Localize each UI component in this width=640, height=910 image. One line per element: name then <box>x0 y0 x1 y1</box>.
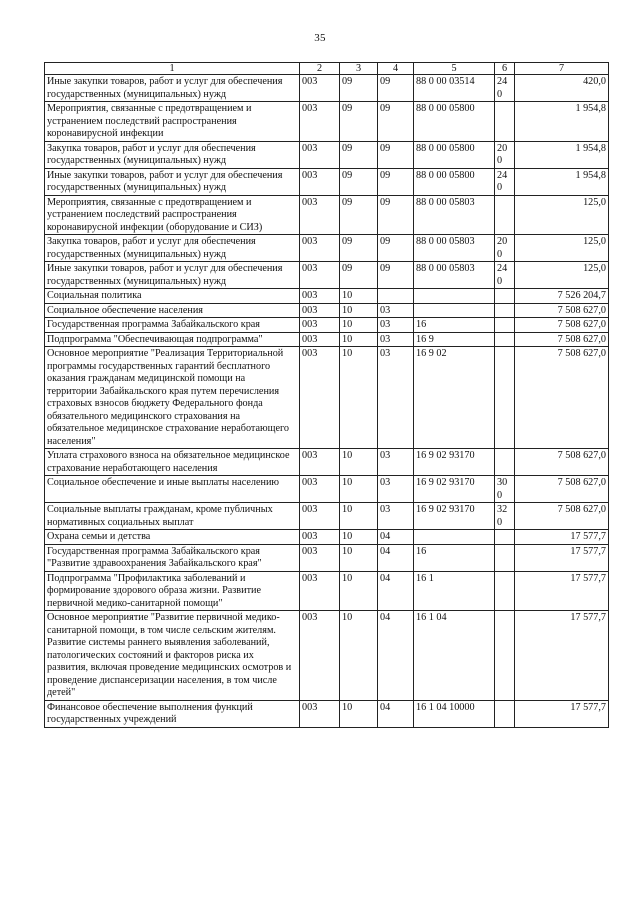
row-name: Социальное обеспечение населения <box>45 303 300 318</box>
expense-type-code <box>495 611 515 701</box>
section-code: 10 <box>340 318 378 333</box>
target-article-code: 88 0 00 05803 <box>414 195 495 235</box>
subsection-code: 04 <box>378 700 414 727</box>
admin-code: 003 <box>300 332 340 347</box>
expense-type-code <box>495 303 515 318</box>
section-code: 10 <box>340 503 378 530</box>
subsection-code: 03 <box>378 347 414 449</box>
section-code: 10 <box>340 289 378 304</box>
target-article-code: 16 9 02 <box>414 347 495 449</box>
target-article-code: 88 0 00 05800 <box>414 141 495 168</box>
target-article-code: 16 <box>414 544 495 571</box>
target-article-code: 16 9 02 93170 <box>414 503 495 530</box>
admin-code: 003 <box>300 102 340 142</box>
table-row <box>45 303 609 318</box>
expense-type-code <box>495 347 515 449</box>
section-code: 09 <box>340 102 378 142</box>
row-name: Социальные выплаты гражданам, кроме публичных нормативных социальных выплат <box>45 503 300 530</box>
row-name: Охрана семьи и детства <box>45 530 300 545</box>
admin-code: 003 <box>300 571 340 611</box>
amount: 1 954,8 <box>515 141 609 168</box>
section-code: 10 <box>340 700 378 727</box>
amount: 17 577,7 <box>515 571 609 611</box>
row-name: Подпрограмма "Профилактика заболеваний и формирование здорового образа жизни. Развитие первичной медико-санитарной помощи" <box>45 571 300 611</box>
expense-type-code <box>495 289 515 304</box>
section-code: 09 <box>340 235 378 262</box>
table-row <box>45 449 609 476</box>
subsection-code: 04 <box>378 571 414 611</box>
admin-code: 003 <box>300 168 340 195</box>
admin-code: 003 <box>300 235 340 262</box>
target-article-code: 16 1 04 <box>414 611 495 701</box>
amount: 17 577,7 <box>515 530 609 545</box>
amount: 7 508 627,0 <box>515 347 609 449</box>
row-name: Социальное обеспечение и иные выплаты населению <box>45 476 300 503</box>
expense-type-code: 240 <box>495 75 515 102</box>
admin-code: 003 <box>300 503 340 530</box>
amount: 7 508 627,0 <box>515 332 609 347</box>
page-number: 35 <box>314 32 326 44</box>
row-name: Мероприятия, связанные с предотвращением и устранением последствий распространения коронавирусной инфекции (оборудование и СИЗ) <box>45 195 300 235</box>
target-article-code: 16 9 02 93170 <box>414 476 495 503</box>
amount: 7 526 204,7 <box>515 289 609 304</box>
amount: 17 577,7 <box>515 544 609 571</box>
subsection-code: 04 <box>378 611 414 701</box>
subsection-code: 03 <box>378 318 414 333</box>
amount: 17 577,7 <box>515 611 609 701</box>
admin-code: 003 <box>300 449 340 476</box>
section-code: 10 <box>340 476 378 503</box>
amount: 1 954,8 <box>515 102 609 142</box>
row-name: Государственная программа Забайкальского края <box>45 318 300 333</box>
admin-code: 003 <box>300 195 340 235</box>
subsection-code: 04 <box>378 530 414 545</box>
section-code: 10 <box>340 544 378 571</box>
amount: 125,0 <box>515 195 609 235</box>
row-name: Иные закупки товаров, работ и услуг для обеспечения государственных (муниципальных) нужд <box>45 75 300 102</box>
section-code: 09 <box>340 195 378 235</box>
section-code: 10 <box>340 303 378 318</box>
table-row <box>45 262 609 289</box>
column-header: 4 <box>378 63 414 75</box>
expense-type-code <box>495 102 515 142</box>
admin-code: 003 <box>300 318 340 333</box>
expense-type-code: 200 <box>495 141 515 168</box>
admin-code: 003 <box>300 611 340 701</box>
budget-table <box>44 62 609 728</box>
table-row <box>45 571 609 611</box>
row-name: Основное мероприятие "Реализация Территориальной программы государственных гарантий бесплатного оказания гражданам медицинской помощи на территории Забайкальского края путем перечисления страховых взносов бюджету Федерального фонда обязательного медицинского страхования на обязательное медицинское страхование неработающего населения" <box>45 347 300 449</box>
expense-type-code <box>495 544 515 571</box>
table-row <box>45 141 609 168</box>
section-code: 09 <box>340 141 378 168</box>
row-name: Основное мероприятие "Развитие первичной медико-санитарной помощи, в том числе сельским жителям. Развитие системы раннего выявления заболеваний, патологических состояний и факторов риска их развития, включая проведение медицинских осмотров и проведение диспансеризации населения, в том числе детей" <box>45 611 300 701</box>
admin-code: 003 <box>300 347 340 449</box>
amount: 420,0 <box>515 75 609 102</box>
expense-type-code: 320 <box>495 503 515 530</box>
row-name: Государственная программа Забайкальского края "Развитие здравоохранения Забайкальского края" <box>45 544 300 571</box>
amount: 7 508 627,0 <box>515 318 609 333</box>
expense-type-code: 200 <box>495 235 515 262</box>
table-row <box>45 611 609 701</box>
column-header: 6 <box>495 63 515 75</box>
admin-code: 003 <box>300 544 340 571</box>
target-article-code: 88 0 00 05803 <box>414 235 495 262</box>
amount: 1 954,8 <box>515 168 609 195</box>
target-article-code <box>414 303 495 318</box>
section-code: 10 <box>340 449 378 476</box>
table-row <box>45 289 609 304</box>
subsection-code: 09 <box>378 168 414 195</box>
expense-type-code: 240 <box>495 168 515 195</box>
target-article-code: 16 1 04 10000 <box>414 700 495 727</box>
target-article-code <box>414 530 495 545</box>
admin-code: 003 <box>300 262 340 289</box>
section-code: 09 <box>340 262 378 289</box>
expense-type-code <box>495 571 515 611</box>
subsection-code: 09 <box>378 235 414 262</box>
row-name: Закупка товаров, работ и услуг для обеспечения государственных (муниципальных) нужд <box>45 141 300 168</box>
table-row <box>45 102 609 142</box>
row-name: Социальная политика <box>45 289 300 304</box>
amount: 125,0 <box>515 262 609 289</box>
column-header: 1 <box>45 63 300 75</box>
target-article-code: 88 0 00 05803 <box>414 262 495 289</box>
admin-code: 003 <box>300 700 340 727</box>
admin-code: 003 <box>300 75 340 102</box>
table-row <box>45 235 609 262</box>
subsection-code: 09 <box>378 75 414 102</box>
expense-type-code: 300 <box>495 476 515 503</box>
table-row <box>45 476 609 503</box>
row-name: Мероприятия, связанные с предотвращением и устранением последствий распространения коронавирусной инфекции <box>45 102 300 142</box>
table-row <box>45 318 609 333</box>
amount: 7 508 627,0 <box>515 476 609 503</box>
table-row <box>45 700 609 727</box>
table-row <box>45 75 609 102</box>
row-name: Иные закупки товаров, работ и услуг для обеспечения государственных (муниципальных) нужд <box>45 262 300 289</box>
admin-code: 003 <box>300 476 340 503</box>
row-name: Закупка товаров, работ и услуг для обеспечения государственных (муниципальных) нужд <box>45 235 300 262</box>
target-article-code: 88 0 00 03514 <box>414 75 495 102</box>
subsection-code: 09 <box>378 262 414 289</box>
target-article-code: 88 0 00 05800 <box>414 102 495 142</box>
admin-code: 003 <box>300 289 340 304</box>
subsection-code: 03 <box>378 449 414 476</box>
target-article-code: 16 9 <box>414 332 495 347</box>
table-body <box>45 75 609 728</box>
row-name: Подпрограмма "Обеспечивающая подпрограмма" <box>45 332 300 347</box>
amount: 7 508 627,0 <box>515 303 609 318</box>
expense-type-code <box>495 195 515 235</box>
amount: 7 508 627,0 <box>515 503 609 530</box>
table-row <box>45 332 609 347</box>
section-code: 10 <box>340 571 378 611</box>
amount: 125,0 <box>515 235 609 262</box>
subsection-code: 03 <box>378 303 414 318</box>
subsection-code: 09 <box>378 141 414 168</box>
section-code: 10 <box>340 332 378 347</box>
column-header: 5 <box>414 63 495 75</box>
row-name: Уплата страхового взноса на обязательное медицинское страхование неработающего населения <box>45 449 300 476</box>
table-row <box>45 530 609 545</box>
subsection-code: 09 <box>378 102 414 142</box>
column-header: 2 <box>300 63 340 75</box>
column-header: 3 <box>340 63 378 75</box>
expense-type-code <box>495 530 515 545</box>
target-article-code: 16 9 02 93170 <box>414 449 495 476</box>
table-header-row <box>45 63 609 75</box>
subsection-code: 03 <box>378 476 414 503</box>
section-code: 10 <box>340 347 378 449</box>
section-code: 10 <box>340 611 378 701</box>
table-row <box>45 503 609 530</box>
table-row <box>45 347 609 449</box>
section-code: 09 <box>340 168 378 195</box>
section-code: 10 <box>340 530 378 545</box>
amount: 7 508 627,0 <box>515 449 609 476</box>
expense-type-code <box>495 700 515 727</box>
subsection-code: 09 <box>378 195 414 235</box>
expense-type-code: 240 <box>495 262 515 289</box>
subsection-code: 04 <box>378 544 414 571</box>
expense-type-code <box>495 332 515 347</box>
column-header: 7 <box>515 63 609 75</box>
target-article-code: 88 0 00 05800 <box>414 168 495 195</box>
admin-code: 003 <box>300 303 340 318</box>
subsection-code: 03 <box>378 503 414 530</box>
table-row <box>45 168 609 195</box>
amount: 17 577,7 <box>515 700 609 727</box>
expense-type-code <box>495 449 515 476</box>
subsection-code: 03 <box>378 332 414 347</box>
target-article-code <box>414 289 495 304</box>
expense-type-code <box>495 318 515 333</box>
admin-code: 003 <box>300 530 340 545</box>
target-article-code: 16 1 <box>414 571 495 611</box>
section-code: 09 <box>340 75 378 102</box>
row-name: Финансовое обеспечение выполнения функций государственных учреждений <box>45 700 300 727</box>
table-row <box>45 544 609 571</box>
admin-code: 003 <box>300 141 340 168</box>
subsection-code <box>378 289 414 304</box>
table-row <box>45 195 609 235</box>
row-name: Иные закупки товаров, работ и услуг для обеспечения государственных (муниципальных) нужд <box>45 168 300 195</box>
target-article-code: 16 <box>414 318 495 333</box>
